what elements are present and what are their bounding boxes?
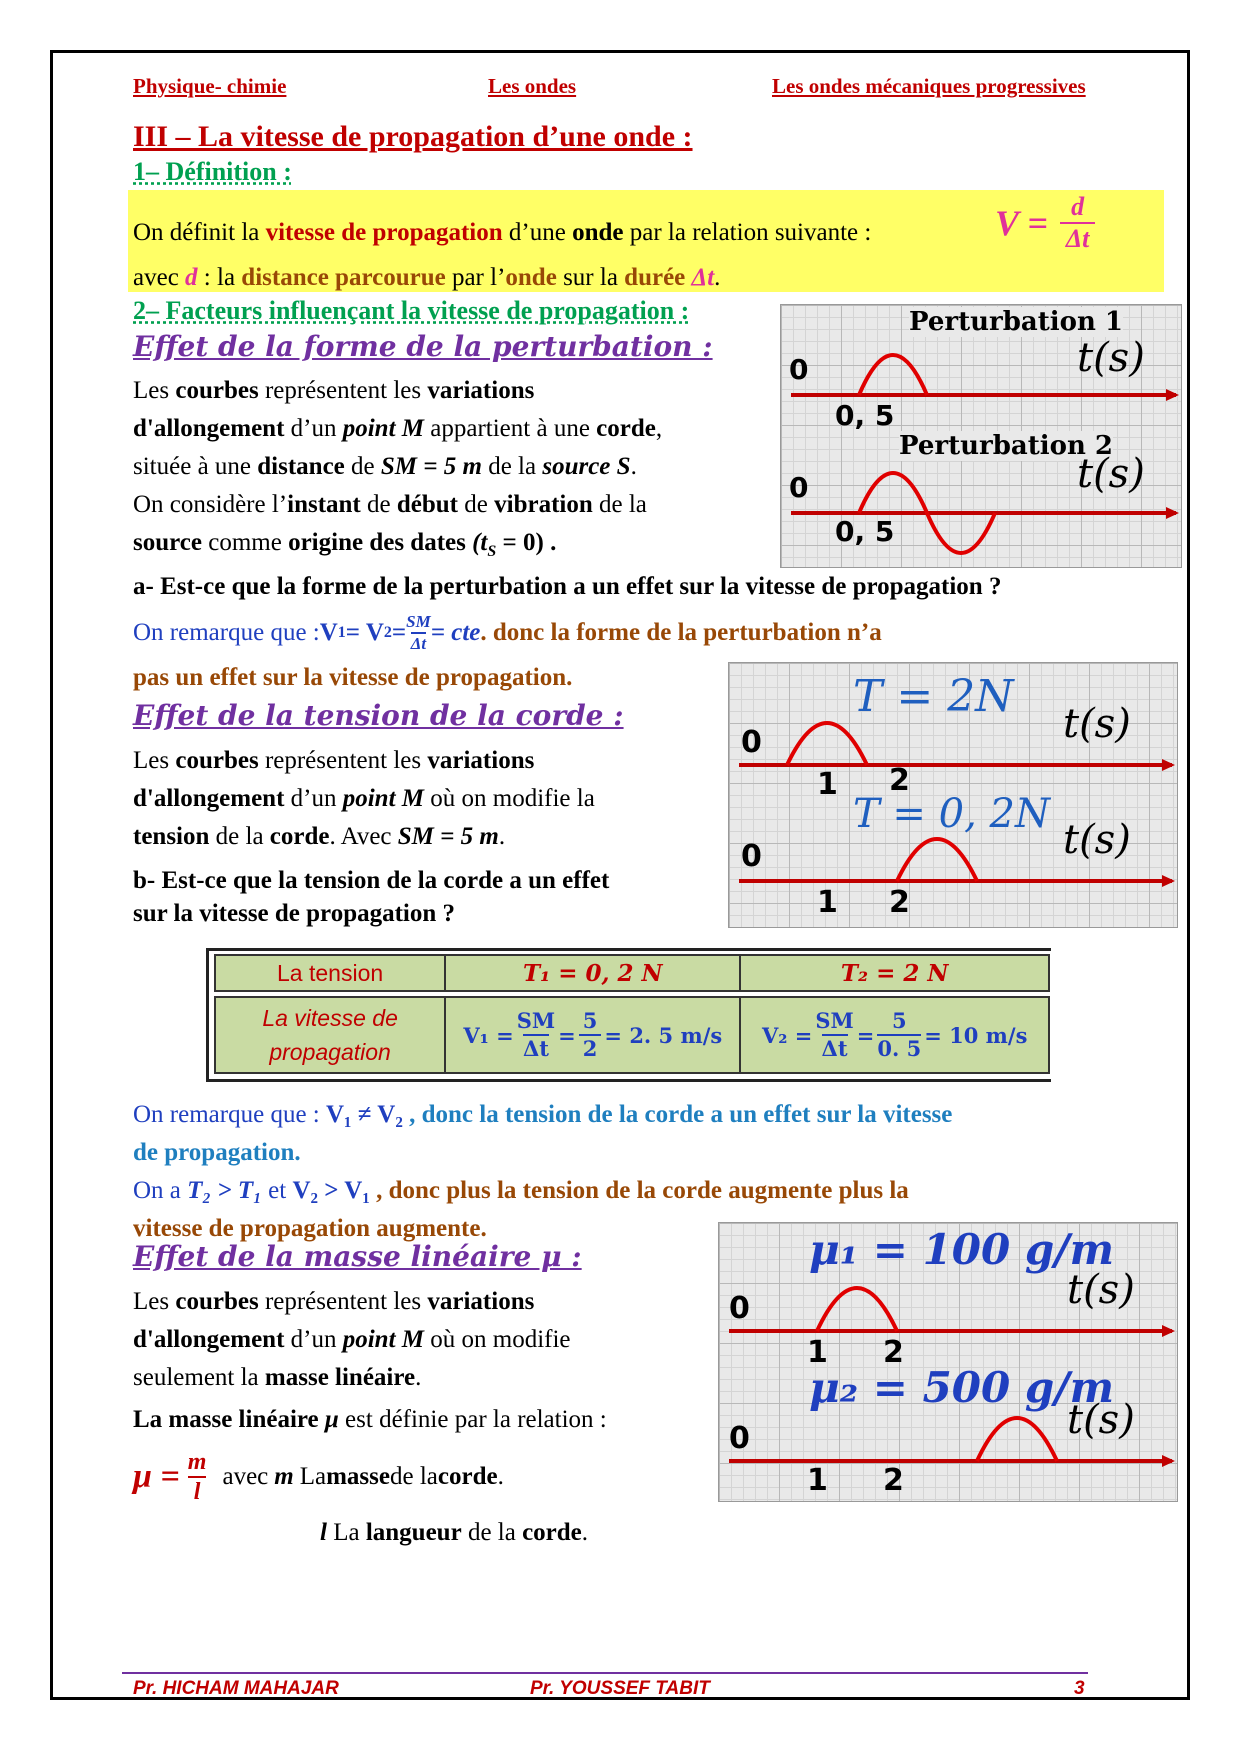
tension-origin-2: 0 xyxy=(741,839,762,874)
form-remark-line2: pas un effet sur la vitesse de propagation. xyxy=(133,664,573,691)
form-effect-paragraph: Les courbes représentent les variations d'allongement d’un point M appartient à une corde, située à une distance de SM = 5 m de la source S. On considère l’instant de début de vibration de la source comme origine des dates $(t_S = 0)$ . xyxy=(133,377,663,560)
mass-tick-1b: 1 xyxy=(807,1463,828,1498)
perturbation-graph xyxy=(780,304,1182,568)
footer-author-1: Pr. HICHAM MAHAJAR xyxy=(133,1678,339,1699)
velocity-table xyxy=(214,954,1050,1074)
section-title: III – La vitesse de propagation d’une onde : xyxy=(133,120,693,153)
mass-label-1: μ₁ = 100 g/m xyxy=(809,1225,1115,1274)
mass-effect-paragraph: Les courbes représentent les variations d'allongement d’un point M où on modifie seulement la masse linéaire. La masse linéaire μ est définie par la relation : xyxy=(133,1288,607,1433)
footer-author-2: Pr. YOUSSEF TABIT xyxy=(530,1678,710,1699)
tension-graph xyxy=(728,662,1178,928)
tension-tick-2a: 2 xyxy=(889,763,910,798)
mass-graph xyxy=(718,1222,1178,1502)
question-a: a- Est-ce que la forme de la perturbation a un effet sur la vitesse de propagation ? xyxy=(133,573,1002,600)
mass-label-2: μ₂ = 500 g/m xyxy=(809,1363,1115,1412)
tension-axis-label-1: t(s) xyxy=(1063,701,1131,747)
mass-axis-arrow-2 xyxy=(1162,1455,1175,1467)
axis-label-2: t(s) xyxy=(1077,451,1145,497)
tension-conclusion: On remarque que : V₁ ≠ V₂ , donc la tension de la corde a un effet sur la vitesse de propagation. On a T₂ > T₁ et V₂ > V₁ , donc plus la tension de la corde augmente plus la vitesse de propagation augmente. xyxy=(133,1101,953,1242)
mass-tick-2a: 2 xyxy=(883,1335,904,1370)
perturbation-2-label: Perturbation 2 xyxy=(899,431,1114,461)
definition-formula: V = $\frac{d}{\Delta t}$ xyxy=(995,192,1095,254)
definition-line1: On définit la vitesse de propagation d’une onde par la relation suivante : xyxy=(133,219,872,246)
axis-arrow-2 xyxy=(1166,507,1179,519)
tension-axis-label-2: t(s) xyxy=(1063,817,1131,863)
axis-arrow-1 xyxy=(1166,389,1179,401)
tension-tick-2b: 2 xyxy=(889,885,910,920)
header-lesson: Les ondes mécaniques progressives xyxy=(772,74,1086,98)
table-header-tension: La tension xyxy=(215,955,445,991)
mass-effect-title: Effet de la masse linéaire μ : xyxy=(133,1240,582,1273)
page-number: 3 xyxy=(1074,1678,1085,1699)
form-effect-title: Effet de la forme de la perturbation : xyxy=(133,330,713,363)
tension-origin-1: 0 xyxy=(741,725,762,760)
mass-tick-2b: 2 xyxy=(883,1463,904,1498)
tension-label-2: T = 0, 2N xyxy=(853,791,1050,837)
question-b: b- Est-ce que la tension de la corde a un effet sur la vitesse de propagation ? xyxy=(133,867,610,927)
mass-formula-line: μ = $\frac{m}{l}$ avec m La masse de la corde . xyxy=(133,1449,504,1505)
tension-axis-arrow-1 xyxy=(1162,759,1175,771)
origin-label-1: 0 xyxy=(789,353,809,386)
table-header-t2: T₂ = 2 N xyxy=(740,955,1049,991)
mass-origin-1: 0 xyxy=(729,1291,750,1326)
header-chapter: Les ondes xyxy=(488,74,577,98)
tension-effect-paragraph: Les courbes représentent les variations d'allongement d’un point M où on modifie la tension de la corde. Avec SM = 5 m. xyxy=(133,747,595,850)
mass-axis-arrow-1 xyxy=(1162,1325,1175,1337)
definition-line2: avec d : la distance parcourue par l’onde sur la durée Δt. xyxy=(133,264,721,291)
tick-label-1: 0, 5 xyxy=(835,399,895,432)
tension-axis-arrow-2 xyxy=(1162,875,1175,887)
mass-length-line: l La langueur de la corde. xyxy=(320,1519,589,1546)
table-v2-cell: V₂ = $\frac{SM}{\Delta t}$ = $\frac{5}{0. 5}$ = 10 m/s xyxy=(740,997,1049,1073)
origin-label-2: 0 xyxy=(789,471,809,504)
factors-heading: 2– Facteurs influençant la vitesse de propagation : xyxy=(133,296,690,325)
footer-rule xyxy=(122,1672,1088,1674)
tick-label-2: 0, 5 xyxy=(835,515,895,548)
curve-tension-2n xyxy=(787,723,867,765)
header-subject: Physique- chimie xyxy=(133,74,287,98)
mass-tick-1a: 1 xyxy=(807,1335,828,1370)
mass-axis-label-1: t(s) xyxy=(1067,1267,1135,1313)
mass-origin-2: 0 xyxy=(729,1421,750,1456)
definition-heading: 1– Définition : xyxy=(133,157,292,186)
tension-label-1: T = 2N xyxy=(853,671,1014,722)
mass-axis-label-2: t(s) xyxy=(1067,1397,1135,1443)
curve-mass-100 xyxy=(817,1288,897,1331)
form-remark-line1: On remarque que : V 1 = V 2 = $\frac{SM}{\Delta t}$ = cte . donc la forme de la perturbation n’a xyxy=(133,612,882,653)
table-header-t1: T₁ = 0, 2 N xyxy=(445,955,740,991)
axis-label-1: t(s) xyxy=(1077,335,1145,381)
curve-perturbation-1 xyxy=(859,355,927,395)
curve-tension-02n xyxy=(897,839,977,881)
table-row-label: La vitesse de propagation xyxy=(215,997,445,1073)
table-v1-cell: V₁ = $\frac{SM}{\Delta t}$ = $\frac{5}{2}$ = 2. 5 m/s xyxy=(445,997,740,1073)
curve-mass-500 xyxy=(977,1418,1057,1461)
tension-tick-1a: 1 xyxy=(817,767,838,802)
perturbation-1-label: Perturbation 1 xyxy=(909,307,1124,337)
tension-effect-title: Effet de la tension de la corde : xyxy=(133,699,624,732)
tension-tick-1b: 1 xyxy=(817,885,838,920)
